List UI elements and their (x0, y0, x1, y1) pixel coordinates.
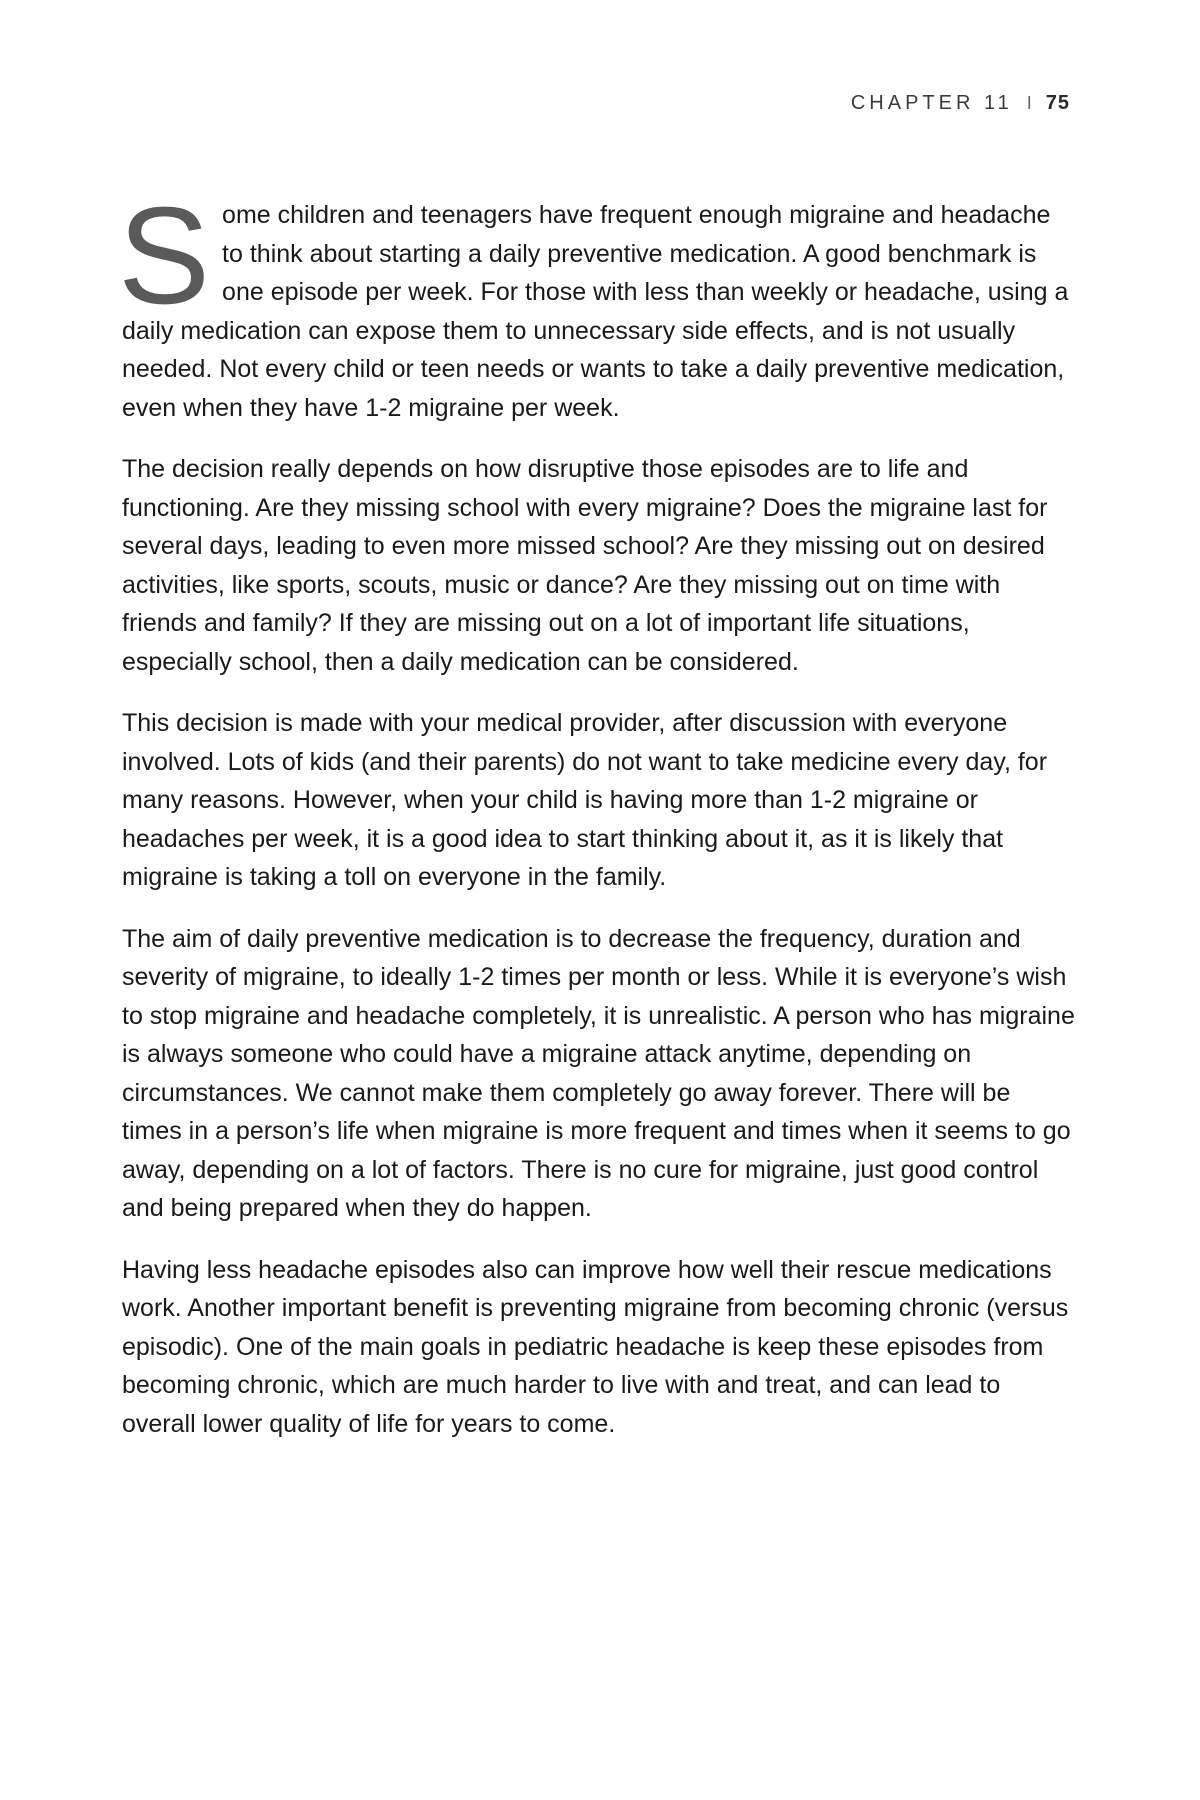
header-separator: I (1026, 93, 1032, 113)
body-text (118, 179, 1077, 1466)
page-number: 75 (1045, 92, 1070, 114)
paragraph-1-text: ome children and teenagers have frequent enough migraine and headache to think about starting a daily preventive medication. A good benchmark is one episode per week. For those with less than weekly or headache, using a daily medication can expose them to unnecessary side effects, and is not usually needed. Not every child or teen needs or wants to take a daily preventive medication, even when they have 1-2 migraine per week. (122, 201, 1069, 422)
running-header (851, 92, 1070, 115)
drop-cap: S (118, 179, 211, 333)
chapter-label: CHAPTER 11 (850, 92, 1013, 114)
paragraph-1 (118, 179, 1077, 427)
paragraph-3: This decision is made with your medical provider, after discussion with everyone involved. Lots of kids (and their parents) do not want to take medicine every day, for many reasons. However, when your child is having more than 1-2 migraine or headaches per week, it is a good idea to start thinking about it, as it is likely that migraine is taking a toll on everyone in the family. (122, 709, 1048, 891)
paragraph-2: The decision really depends on how disruptive those episodes are to life and functioning. Are they missing school with every migraine? Does the migraine last for several days, leading to even more missed school? Are they missing out on desired activities, like sports, scouts, music or dance? Are they missing out on time with friends and family? If they are missing out on a lot of important life situations, especially school, then a daily medication can be considered. (122, 455, 1048, 676)
paragraph-4: The aim of daily preventive medication is to decrease the frequency, duration and severity of migraine, to ideally 1-2 times per month or less. While it is everyone’s wish to stop migraine and headache completely, it is unrealistic. A person who has migraine is always someone who could have a migraine attack anytime, depending on circumstances. We cannot make them completely go away forever. There will be times in a person’s life when migraine is more frequent and times when it seems to go away, depending on a lot of factors. There is no cure for migraine, just good control and being prepared when they do happen. (122, 924, 1075, 1222)
paragraph-5: Having less headache episodes also can improve how well their rescue medications work. Another important benefit is preventing migraine from becoming chronic (versus episodic). One of the main goals in pediatric headache is keep these episodes from becoming chronic, which are much harder to live with and treat, and can lead to overall lower quality of life for years to come. (122, 1255, 1069, 1438)
